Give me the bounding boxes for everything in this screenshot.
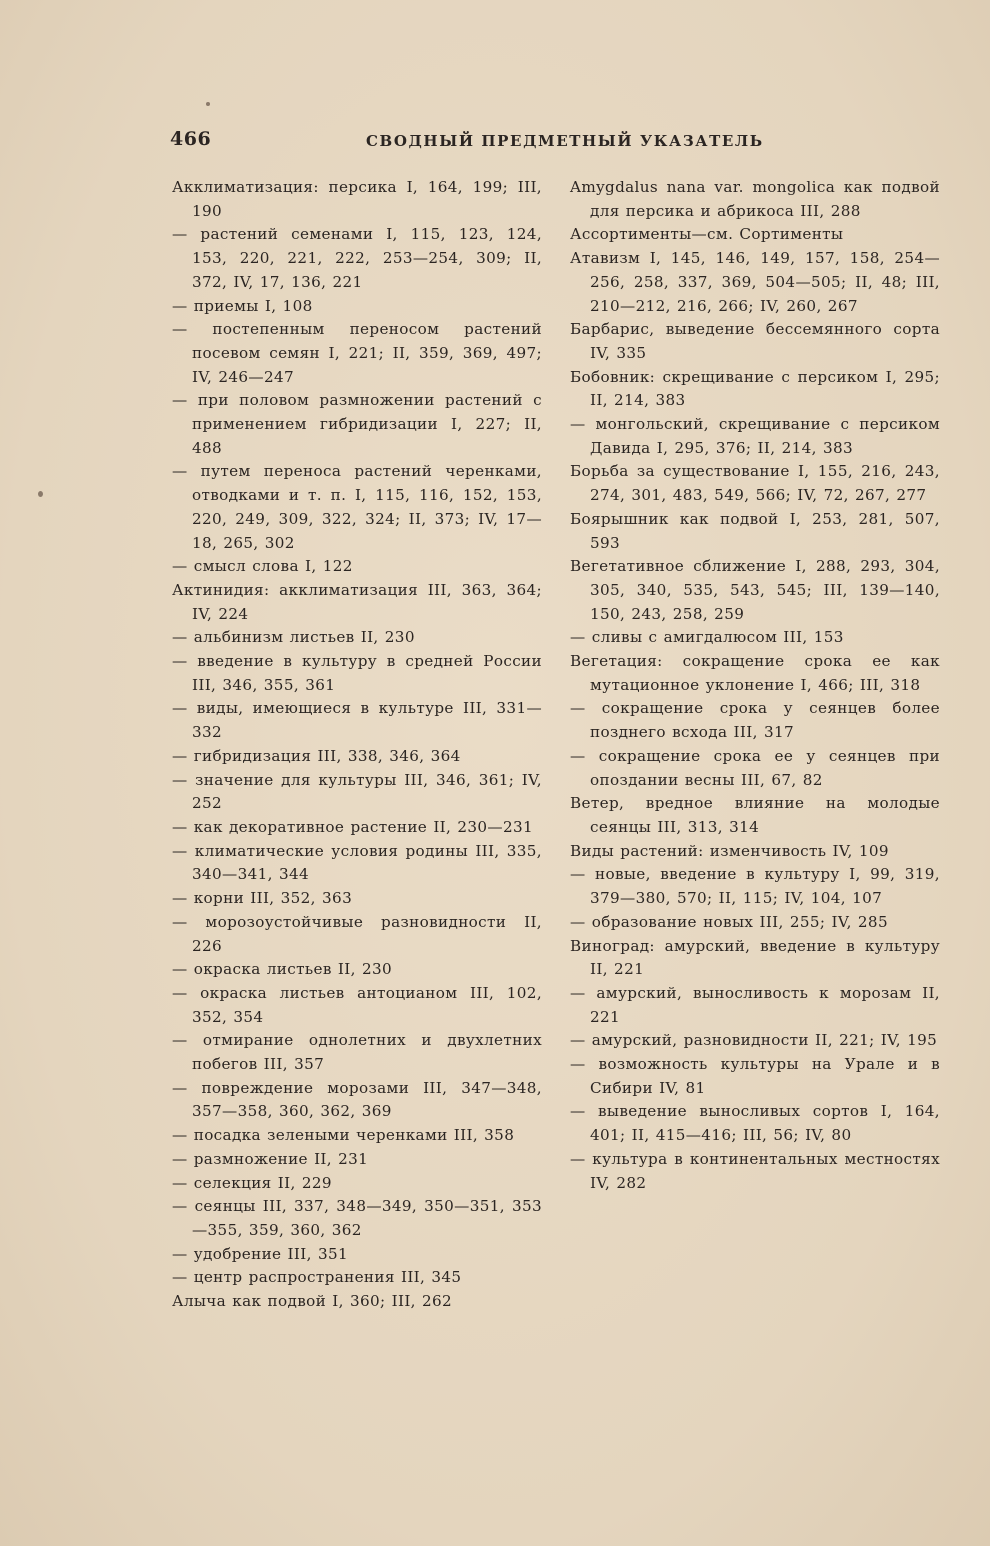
index-entry: — сливы с амигдалюсом III, 153 — [570, 628, 844, 647]
index-entry: — новые, введение в культуру I, 99, 319, 379—380, 570; II, 115; IV, 104, 107 — [570, 865, 940, 908]
index-entry: — введение в культуру в средней России III, 346, 355, 361 — [172, 652, 542, 694]
index-entry: — амурский, разновидности II, 221; IV, 195 — [570, 1031, 938, 1050]
index-entry: — размножение II, 231 — [172, 1149, 369, 1168]
index-entry: — возможность культуры на Урале и в Сибири IV, 81 — [570, 1055, 940, 1097]
index-entry: — сеянцы III, 337, 348—349, 350—351, 353—355, 359, 360, 362 — [172, 1197, 542, 1239]
index-entry: — при половом размножении растений с применением гибридизации I, 227; II, 488 — [172, 391, 542, 457]
index-entry: — постепенным переносом растений посевом семян I, 221; II, 359, 369, 497; IV, 246—247 — [172, 320, 542, 386]
index-entry: — окраска листьев II, 230 — [172, 960, 393, 979]
paper-speck — [206, 102, 210, 106]
paper-speck — [38, 491, 43, 497]
index-entry: — монгольский, скрещивание с персиком Давида I, 295, 376; II, 214, 383 — [570, 415, 940, 457]
index-entry: — гибридизация III, 338, 346, 364 — [172, 746, 461, 765]
running-title: СВОДНЫЙ ПРЕДМЕТНЫЙ УКАЗАТЕЛЬ — [366, 132, 764, 150]
index-entry: Актинидия: акклиматизация III, 363, 364; IV, 224 — [172, 580, 542, 623]
index-entry: — культура в континентальных местностях IV, 282 — [570, 1149, 940, 1192]
index-entry: — как декоративное растение II, 230—231 — [172, 817, 533, 836]
index-entry: — окраска листьев антоцианом III, 102, 352, 354 — [172, 983, 542, 1026]
index-entry: — путем переноса растений черенками, отводками и т. п. I, 115, 116, 152, 153, 220, 249, 309, 322, 324; II, 373; IV, 17—18, 265, 302 — [172, 462, 542, 552]
index-entry: — сокращение срока у сеянцев более позднего всхода III, 317 — [570, 699, 940, 742]
index-entry: — значение для культуры III, 346, 361; IV, 252 — [172, 770, 542, 813]
index-entry: Алыча как подвой I, 360; III, 262 — [172, 1292, 453, 1311]
index-entry: Amygdalus nana var. mongolica как подвой для персика и абрикоса III, 288 — [570, 178, 940, 220]
index-entry: — климатические условия родины III, 335, 340—341, 344 — [172, 841, 542, 884]
index-entry: — амурский, выносливость к морозам II, 221 — [570, 983, 940, 1026]
index-entry: Бобовник: скрещивание с персиком I, 295; II, 214, 383 — [570, 367, 940, 410]
index-entry: — повреждение морозами III, 347—348, 357—358, 360, 362, 369 — [172, 1078, 542, 1121]
right-column — [570, 176, 940, 1195]
page-number: 466 — [170, 128, 212, 150]
index-entry: Боярышник как подвой I, 253, 281, 507, 593 — [570, 509, 940, 552]
index-entry: — удобрение III, 351 — [172, 1244, 349, 1263]
index-entry: Вегетативное сближение I, 288, 293, 304, 305, 340, 535, 543, 545; III, 139—140, 150, 243, 258, 259 — [570, 557, 940, 623]
index-entry: Вегетация: сокращение срока ее как мутационное уклонение I, 466; III, 318 — [570, 652, 940, 694]
index-entry: — сокращение срока ее у сеянцев при опоздании весны III, 67, 82 — [570, 746, 940, 789]
index-entry: Ассортименты—см. Сортименты — [570, 225, 844, 244]
index-entry: — выведение выносливых сортов I, 164, 401; II, 415—416; III, 56; IV, 80 — [570, 1102, 940, 1145]
index-entry: Виноград: амурский, введение в культуру II, 221 — [570, 936, 940, 979]
index-entry: — селекция II, 229 — [172, 1173, 332, 1192]
index-entry: — виды, имеющиеся в культуре III, 331—332 — [172, 699, 542, 742]
index-entry: — альбинизм листьев II, 230 — [172, 628, 415, 647]
index-entry: — центр распространения III, 345 — [172, 1268, 462, 1287]
index-entry: Борьба за существование I, 155, 216, 243, 274, 301, 483, 549, 566; IV, 72, 267, 277 — [570, 462, 940, 505]
index-entry: Барбарис, выведение бессемянного сорта IV, 335 — [570, 320, 940, 362]
index-entry: — смысл слова I, 122 — [172, 557, 353, 576]
index-entry: Акклиматизация: персика I, 164, 199; III, 190 — [172, 178, 542, 220]
index-entry: Атавизм I, 145, 146, 149, 157, 158, 254—256, 258, 337, 369, 504—505; II, 48; III, 210—212, 216, 266; IV, 260, 267 — [570, 249, 940, 315]
index-entry: — посадка зелеными черенками III, 358 — [172, 1126, 515, 1145]
index-entry: Виды растений: изменчивость IV, 109 — [570, 841, 889, 860]
index-entry: — корни III, 352, 363 — [172, 889, 353, 908]
left-column — [172, 176, 542, 1314]
index-entry: Ветер, вредное влияние на молодые сеянцы III, 313, 314 — [570, 794, 940, 836]
index-entry: — приемы I, 108 — [172, 296, 313, 315]
page-header — [170, 128, 940, 156]
index-entry: — морозоустойчивые разновидности II, 226 — [172, 912, 542, 955]
index-entry: — отмирание однолетних и двухлетних побегов III, 357 — [172, 1031, 542, 1074]
index-entry: — растений семенами I, 115, 123, 124, 153, 220, 221, 222, 253—254, 309; II, 372, IV, 17, 136, 221 — [172, 225, 542, 291]
index-entry: — образование новых III, 255; IV, 285 — [570, 912, 888, 931]
